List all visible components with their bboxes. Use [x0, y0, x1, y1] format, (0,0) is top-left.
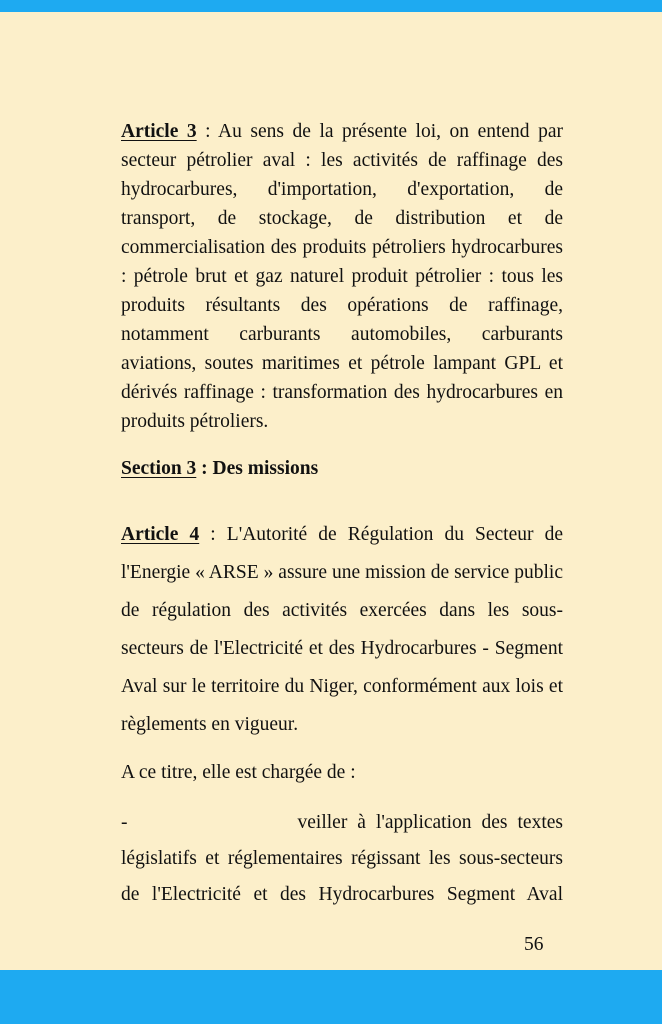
list-dash: -: [121, 812, 128, 833]
top-bar: [0, 0, 662, 12]
article-4-label: Article 4: [121, 524, 200, 545]
article-3-text: : Au sens de la présente loi, on entend par secteur pétrolier aval : les activités de raffinage des hydrocarbures, d'importation, d'exportation, de transport, de stockage, de distribution et de commercialisation des produits pétroliers hydrocarbures : pétrole brut et gaz naturel produit pétrolier : tous les produits résultants des opérations de raffinage, notamment carburants automobiles, carburants aviations, soutes maritimes et pétrole lampant GPL et dérivés raffinage : transformation des hydrocarbures en produits pétroliers.: [121, 121, 563, 432]
list-item-continuation: législatifs et réglementaires régissant les sous-secteurs de l'Electricité et des Hydrocarbures Segment Aval: [121, 848, 563, 905]
section-3-title: : Des missions: [196, 458, 319, 479]
article-4-text: : L'Autorité de Régulation du Secteur de l'Energie « ARSE » assure une mission de service public de régulation des activités exercées dans les sous-secteurs de l'Electricité et des Hydrocarbures - Segment Aval sur le territoire du Niger, conformément aux lois et règlements en vigueur.: [121, 524, 563, 735]
list-item-first-line: veiller à l'application des textes: [297, 812, 563, 833]
page-number: 56: [524, 934, 544, 955]
article-3-label: Article 3: [121, 121, 197, 142]
article-3-paragraph: [121, 117, 563, 436]
intro-text: A ce titre, elle est chargée de :: [121, 762, 356, 783]
bottom-bar: [0, 970, 662, 1024]
section-3-label: Section 3: [121, 458, 197, 479]
document-page: [121, 117, 563, 905]
section-heading: [121, 454, 318, 483]
article-4-paragraph: [121, 516, 563, 744]
list-item: [121, 805, 563, 913]
